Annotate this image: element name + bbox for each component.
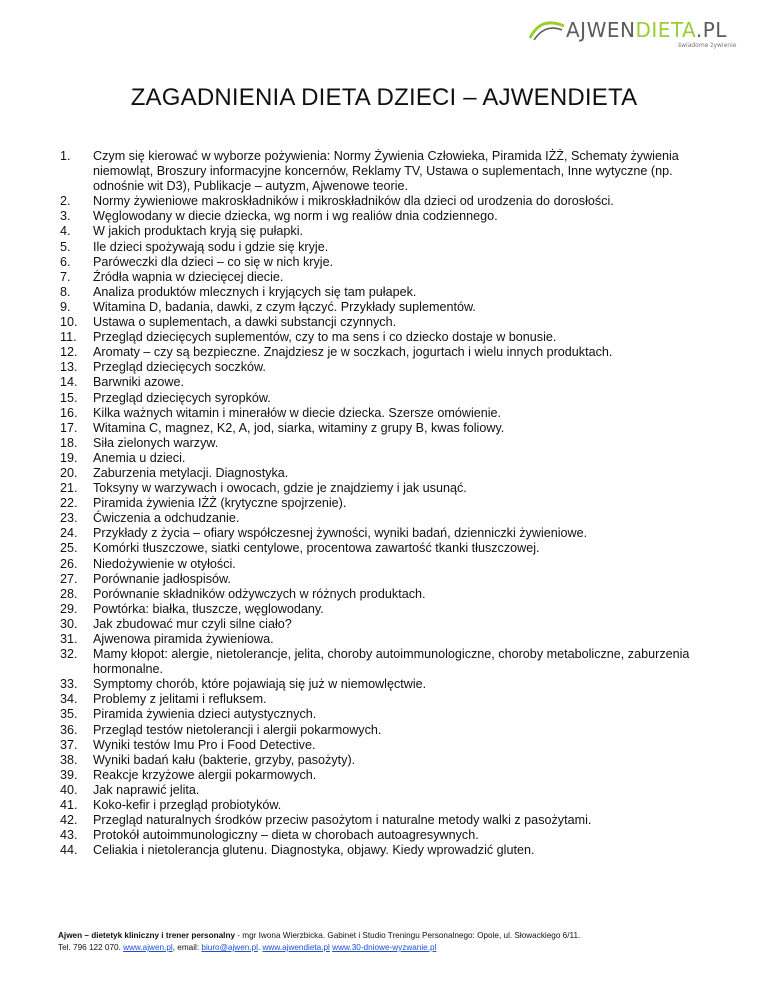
list-item [0, 647, 768, 677]
list-item [0, 557, 768, 572]
list-item-number: 10. [60, 315, 78, 330]
list-item [0, 270, 768, 285]
list-item-number: 28. [60, 586, 78, 601]
list-item [0, 224, 768, 239]
list-item-number: 36. [60, 722, 78, 737]
link-email[interactable]: biuro@ajwen.pl [201, 943, 258, 952]
list-item-text: Powtórka: białka, tłuszcze, węglowodany. [93, 601, 324, 616]
list-item [0, 391, 768, 406]
list-item-text: Czym się kierować w wyborze pożywienia: Normy Żywienia Człowieka, Piramida IŻŻ, Schematy żywienia niemowląt, Broszury informacyjne koncernów, Reklamy TV, Ustawa o suplementach, Inne wytyczne (np. odnośnie wit D3), Publikacje – autyzm, Ajwenowe teorie. [93, 149, 679, 194]
list-item [0, 240, 768, 255]
list-item-number: 31. [60, 632, 78, 646]
list-item-number: 26. [60, 556, 78, 571]
list-item-number: 25. [60, 541, 78, 556]
list-item-text: Siła zielonych warzyw. [93, 435, 219, 450]
list-item [0, 360, 768, 375]
list-item-number: 8. [60, 284, 71, 299]
list-item [0, 587, 768, 602]
list-item-number: 39. [60, 767, 78, 782]
list-item-number: 5. [60, 239, 71, 254]
list-item-text: Przegląd naturalnych środków przeciw pasożytom i naturalne metody walki z pasożytami. [93, 813, 592, 828]
list-item [0, 466, 768, 481]
list-item-text: Witamina C, magnez, K2, A, jod, siarka, witaminy z grupy B, kwas foliowy. [93, 420, 505, 435]
list-item [0, 828, 768, 843]
footer-line-2 [58, 942, 738, 954]
list-item-text: Zaburzenia metylacji. Diagnostyka. [93, 465, 289, 480]
footer [58, 930, 738, 954]
list-item-text: Normy żywieniowe makroskładników i mikroskładników dla dzieci od urodzenia do dorosłości. [93, 194, 614, 209]
footer-author: Ajwen – dietetyk kliniczny i trener personalny [58, 931, 235, 940]
list-item-text: Kilka ważnych witamin i minerałów w diecie dziecka. Szersze omówienie. [93, 405, 502, 420]
list-item [0, 768, 768, 783]
list-item-number: 35. [60, 707, 78, 722]
list-item-text: Przegląd dziecięcych soczków. [93, 360, 266, 375]
list-item-number: 2. [60, 194, 71, 209]
list-item-text: Przykłady z życia – ofiary współczesnej żywności, wyniki badań, dzienniczki żywieniowe. [93, 526, 588, 541]
link-wyzwanie[interactable]: www.30-dniowe-wyzwanie.pl [332, 943, 437, 952]
list-item-number: 9. [60, 299, 71, 314]
list-item-number: 4. [60, 224, 71, 239]
list-item-text: Ajwenowa piramida żywieniowa. [93, 632, 274, 646]
list-item-text: Barwniki azowe. [93, 375, 184, 390]
list-item [0, 617, 768, 632]
list-item [0, 481, 768, 496]
list-item-text: Przegląd dziecięcych syropków. [93, 390, 271, 405]
list-item-text: Jak zbudować mur czyli silne ciało? [93, 616, 292, 631]
list-item-number: 23. [60, 511, 78, 526]
list-item [0, 194, 768, 209]
list-item [0, 541, 768, 556]
list-item-text: Koko-kefir i przegląd probiotyków. [93, 798, 282, 813]
list-item-number: 21. [60, 481, 78, 496]
list-item-number: 22. [60, 496, 78, 511]
list-item-text: Anemia u dzieci. [93, 450, 186, 465]
list-item [0, 511, 768, 526]
list-item-number: 37. [60, 737, 78, 752]
footer-email-label: , email: [172, 943, 202, 952]
list-item-text: Przegląd dziecięcych suplementów, czy to ma sens i co dziecko dostaje w bonusie. [93, 330, 557, 345]
footer-separator: - [235, 931, 243, 940]
list-item [0, 602, 768, 617]
list-item-text: Ustawa o suplementach, a dawki substancji czynnych. [93, 315, 397, 330]
list-item [0, 345, 768, 360]
list-item [0, 813, 768, 828]
list-item-number: 34. [60, 692, 78, 707]
footer-dot: . [257, 943, 263, 952]
page-title: ZAGADNIENIA DIETA DZIECI – AJWENDIETA [130, 84, 638, 111]
topic-list [0, 149, 768, 858]
footer-phone: Tel. 796 122 070. [58, 943, 124, 952]
list-item-text: Toksyny w warzywach i owocach, gdzie je znajdziemy i jak usunąć. [93, 481, 467, 496]
list-item-text: Mamy kłopot: alergie, nietolerancje, jelita, choroby autoimmunologiczne, choroby metaboliczne, zaburzenia hormonalne. [93, 647, 690, 677]
list-item [0, 496, 768, 511]
list-item [0, 632, 768, 647]
list-item-text: Analiza produktów mlecznych i kryjących się tam pułapek. [93, 284, 417, 299]
list-item-number: 41. [60, 798, 78, 813]
list-item-number: 24. [60, 526, 78, 541]
list-item [0, 285, 768, 300]
list-item-number: 13. [60, 360, 78, 375]
list-item [0, 783, 768, 798]
list-item-number: 32. [60, 647, 78, 662]
list-item-text: Piramida żywienia IŻŻ (krytyczne spojrzenie). [93, 496, 347, 511]
logo-part-dieta: DIETA [635, 18, 696, 42]
list-item-number: 43. [60, 828, 78, 843]
list-item [0, 330, 768, 345]
list-item [0, 436, 768, 451]
list-item-number: 19. [60, 450, 78, 465]
list-item-text: Witamina D, badania, dawki, z czym łączyć. Przykłady suplementów. [93, 299, 476, 314]
list-item-number: 12. [60, 345, 78, 360]
list-item [0, 723, 768, 738]
link-ajwen[interactable]: www.ajwen.pl [123, 943, 173, 952]
list-item-text: Komórki tłuszczowe, siatki centylowe, procentowa zawartość tkanki tłuszczowej. [93, 541, 540, 556]
list-item-number: 33. [60, 677, 78, 692]
list-item-number: 18. [60, 435, 78, 450]
list-item-number: 38. [60, 752, 78, 767]
list-item-number: 3. [60, 209, 71, 224]
list-item-text: Reakcje krzyżowe alergii pokarmowych. [93, 767, 317, 782]
link-ajwendieta[interactable]: www.ajwendieta.pl [262, 943, 330, 952]
list-item-number: 27. [60, 571, 78, 586]
list-item-text: Celiakia i nietolerancja glutenu. Diagnostyka, objawy. Kiedy wprowadzić gluten. [93, 843, 535, 858]
list-item-text: Przegląd testów nietolerancji i alergii pokarmowych. [93, 722, 382, 737]
list-item [0, 572, 768, 587]
list-item-text: Jak naprawić jelita. [93, 782, 200, 797]
list-item [0, 677, 768, 692]
list-item-text: Symptomy chorób, które pojawiają się już w niemowlęctwie. [93, 677, 427, 692]
list-item-number: 14. [60, 375, 78, 390]
list-item [0, 798, 768, 813]
list-item [0, 315, 768, 330]
list-item-text: Paróweczki dla dzieci – co się w nich kryje. [93, 254, 334, 269]
brand-logo [528, 10, 737, 50]
list-item [0, 526, 768, 541]
list-item-text: Węglowodany w diecie dziecka, wg norm i wg realiów dnia codziennego. [93, 209, 498, 224]
list-item [0, 753, 768, 768]
list-item-number: 30. [60, 616, 78, 631]
list-item [0, 406, 768, 421]
list-item-text: Aromaty – czy są bezpieczne. Znajdziesz je w soczkach, jogurtach i wielu innych produktach. [93, 345, 613, 360]
list-item-text: Piramida żywienia dzieci autystycznych. [93, 707, 317, 722]
list-item-number: 17. [60, 420, 78, 435]
list-item [0, 209, 768, 224]
logo-wordmark [566, 18, 727, 42]
list-item-number: 20. [60, 465, 78, 480]
logo-swoosh-icon [528, 18, 568, 42]
list-item [0, 421, 768, 436]
list-item-text: Źródła wapnia w dziecięcej diecie. [93, 269, 284, 284]
list-item [0, 375, 768, 390]
list-item [0, 707, 768, 722]
list-item-text: Ile dzieci spożywają sodu i gdzie się kryje. [93, 239, 329, 254]
list-item-number: 42. [60, 813, 78, 828]
list-item-number: 40. [60, 782, 78, 797]
list-item-text: W jakich produktach kryją się pułapki. [93, 224, 303, 239]
list-item-number: 44. [60, 843, 78, 858]
list-item-text: Porównanie jadłospisów. [93, 571, 231, 586]
list-item-text: Problemy z jelitami i refluksem. [93, 692, 267, 707]
list-item-text: Wyniki badań kału (bakterie, grzyby, pasożyty). [93, 752, 356, 767]
list-item-text: Protokół autoimmunologiczny – dieta w chorobach autoagresywnych. [93, 828, 479, 843]
list-item-text: Niedożywienie w otyłości. [93, 556, 236, 571]
list-item-text: Ćwiczenia a odchudzanie. [93, 511, 240, 526]
footer-address: mgr Iwona Wierzbicka. Gabinet i Studio Treningu Personalnego: Opole, ul. Słowackiego 6/11. [242, 931, 581, 940]
list-item-number: 6. [60, 254, 71, 269]
list-item-number: 29. [60, 601, 78, 616]
list-item-number: 11. [60, 330, 77, 345]
list-item-number: 1. [60, 149, 71, 163]
list-item-number: 16. [60, 405, 78, 420]
footer-line-1 [58, 930, 738, 942]
list-item [0, 255, 768, 270]
list-item-text: Wyniki testów Imu Pro i Food Detective. [93, 737, 316, 752]
list-item [0, 149, 768, 194]
list-item-number: 15. [60, 390, 78, 405]
list-item [0, 738, 768, 753]
list-item-text: Porównanie składników odżywczych w różnych produktach. [93, 586, 426, 601]
logo-part-pl: .PL [695, 18, 727, 42]
list-item [0, 451, 768, 466]
list-item-number: 7. [60, 269, 71, 284]
logo-part-ajwen: AJWEN [566, 18, 636, 42]
list-item [0, 300, 768, 315]
list-item [0, 692, 768, 707]
logo-tagline: świadome żywienie [678, 42, 737, 49]
list-item [0, 843, 768, 858]
